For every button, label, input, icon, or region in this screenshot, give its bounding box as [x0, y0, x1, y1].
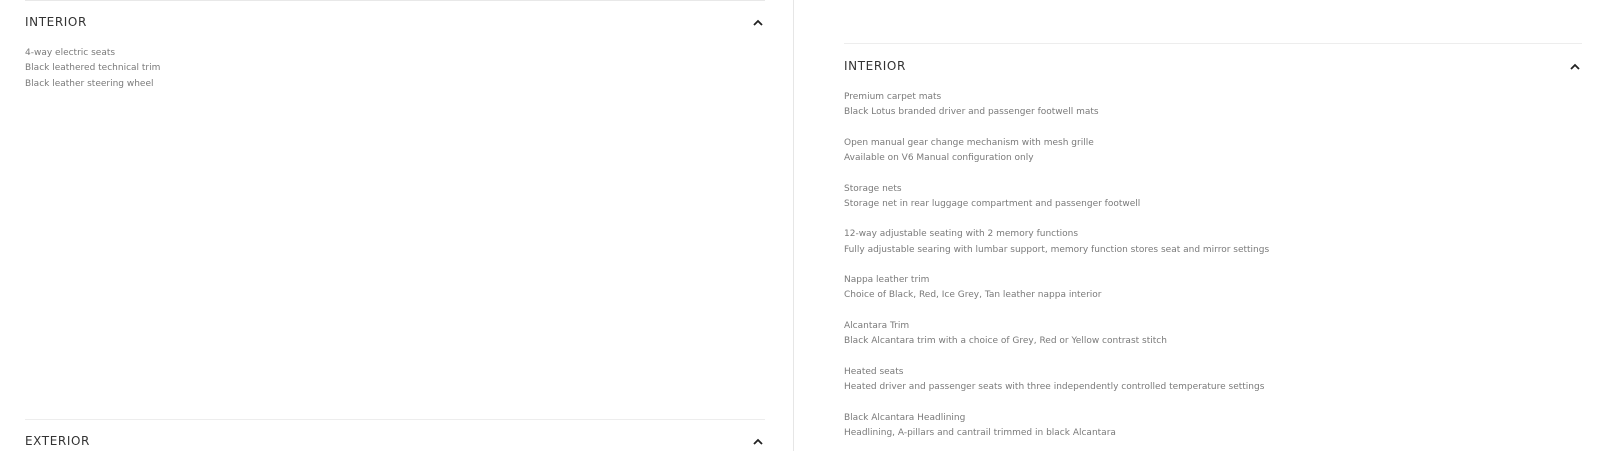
chevron-up-icon[interactable] — [751, 15, 765, 29]
feature-description: Black Alcantara trim with a choice of Grey, Red or Yellow contrast stitch — [844, 336, 1167, 347]
interior-accordion-header[interactable] — [25, 14, 765, 30]
feature-title: Nappa leather trim — [844, 275, 930, 286]
feature-description: Headlining, A-pillars and cantrail trimmed in black Alcantara — [844, 427, 1116, 438]
list-item — [844, 182, 1269, 228]
interior-accordion-header[interactable] — [844, 58, 1582, 74]
left-spec-column — [0, 0, 794, 451]
list-item — [844, 365, 1269, 411]
list-item: Black leather steering wheel — [25, 78, 154, 89]
exterior-section-title: EXTERIOR — [25, 434, 90, 448]
list-item — [844, 411, 1269, 456]
list-item — [844, 273, 1269, 319]
list-item — [844, 227, 1269, 273]
divider — [25, 0, 765, 1]
feature-title: Heated seats — [844, 366, 904, 377]
list-item: 4-way electric seats — [25, 48, 116, 58]
chevron-up-icon[interactable] — [751, 434, 765, 448]
interior-spec-list — [25, 46, 160, 92]
list-item — [844, 319, 1269, 365]
chevron-up-icon[interactable] — [1568, 59, 1582, 73]
feature-description: Black Lotus branded driver and passenger footwell mats — [844, 107, 1099, 118]
interior-section-title: INTERIOR — [25, 15, 87, 29]
feature-description: Available on V6 Manual configuration only — [844, 153, 1034, 164]
interior-section-title: INTERIOR — [844, 59, 906, 73]
feature-title: 12-way adjustable seating with 2 memory functions — [844, 229, 1079, 240]
list-item: Black leathered technical trim — [25, 63, 161, 74]
list-item — [844, 136, 1269, 182]
feature-title: Premium carpet mats — [844, 92, 942, 102]
feature-title: Black Alcantara Headlining — [844, 412, 966, 423]
feature-title: Alcantara Trim — [844, 320, 910, 331]
divider — [844, 43, 1582, 44]
list-item — [844, 90, 1269, 136]
feature-title: Storage nets — [844, 183, 902, 194]
feature-description: Heated driver and passenger seats with three independently controlled temperature settings — [844, 382, 1265, 393]
feature-title: Open manual gear change mechanism with mesh grille — [844, 137, 1094, 148]
interior-feature-list — [844, 90, 1269, 456]
feature-description: Fully adjustable searing with lumbar support, memory function stores seat and mirror settings — [844, 244, 1270, 255]
feature-description: Storage net in rear luggage compartment and passenger footwell — [844, 198, 1141, 209]
feature-description: Choice of Black, Red, Ice Grey, Tan leather nappa interior — [844, 290, 1102, 301]
exterior-accordion-header[interactable] — [25, 433, 765, 449]
divider — [25, 419, 765, 420]
right-spec-column — [794, 0, 1600, 451]
